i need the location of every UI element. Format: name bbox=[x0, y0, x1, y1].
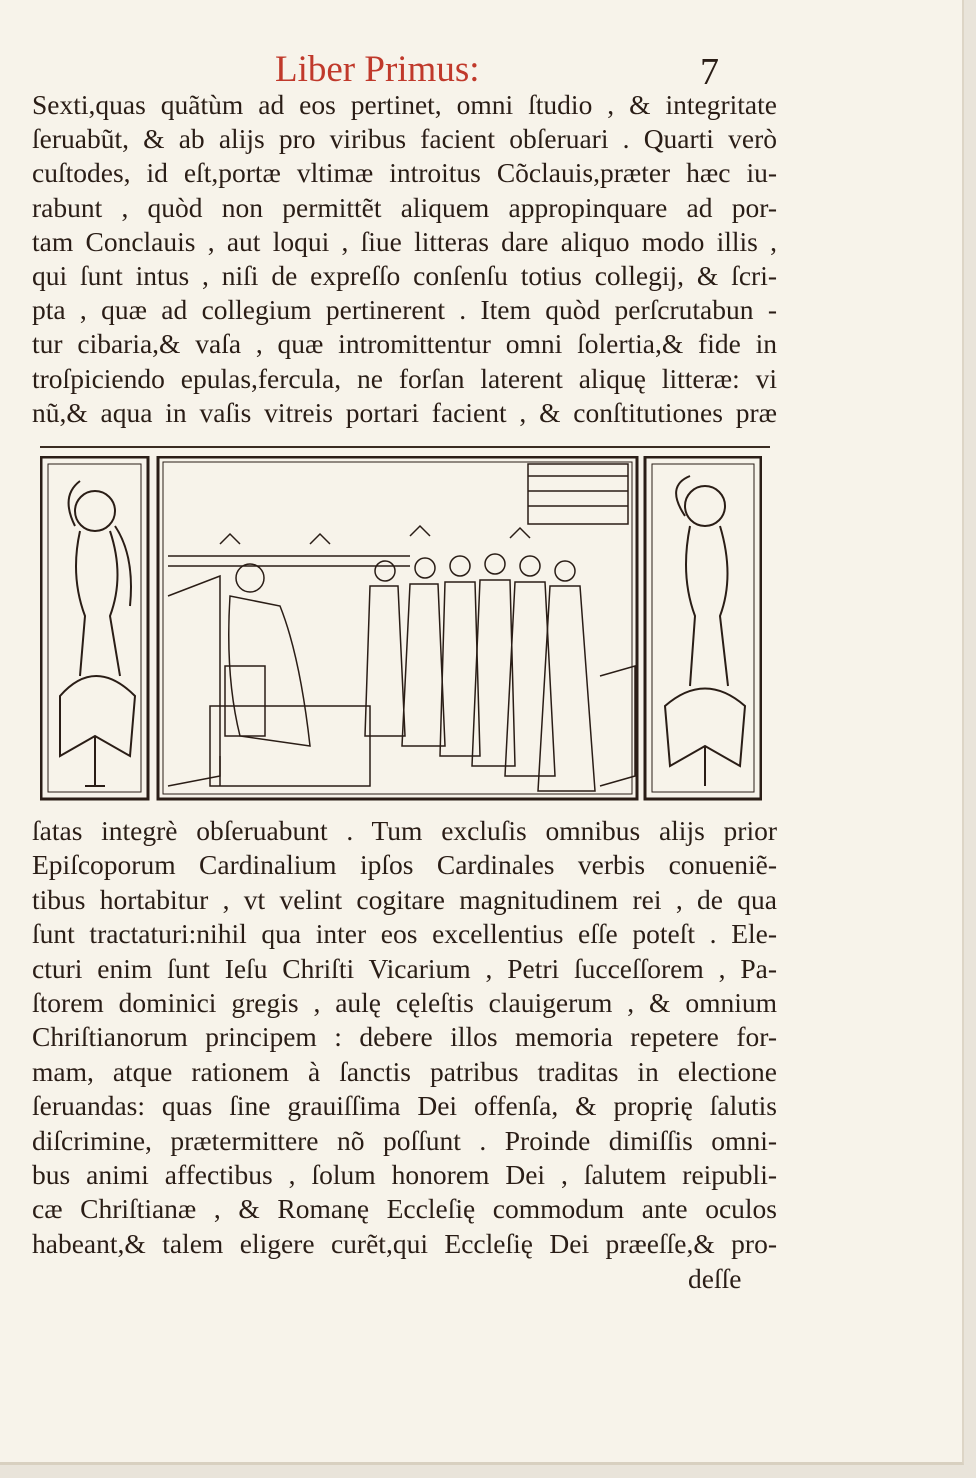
catchword: deſſe bbox=[688, 1263, 742, 1294]
text-line: ſeruandas: quas ſine grauiſſima Dei offenſa, & proprię ſalutis bbox=[32, 1090, 777, 1122]
text-line: Epiſcoporum Cardinalium ipſos Cardinales verbis conueniẽ- bbox=[32, 849, 777, 881]
text-line: pta , quæ ad collegium pertinerent . Item quòd perſcrutabun - bbox=[32, 294, 777, 326]
page-number: 7 bbox=[700, 51, 719, 93]
text-line: rabunt , quòd non permittẽt aliquem appropinquare ad por- bbox=[32, 191, 777, 223]
putto-figure-right bbox=[665, 476, 745, 786]
text-line: tur cibaria,& vaſa , quæ intromittentur omni ſolertia,& fide in bbox=[32, 328, 777, 360]
text-line: tam Conclauis , aut loqui , ſiue litteras dare aliquo modo illis , bbox=[32, 225, 777, 257]
text-line: ſtorem dominici gregis , aulę cęleſtis clauigerum , & omnium bbox=[32, 987, 777, 1018]
text-line: ſeruabũt, & ab alijs pro viribus facient obſeruari . Quarti verò bbox=[32, 123, 777, 155]
text-line: nũ,& aqua in vaſis vitreis portari facient , & conſtitutiones præ bbox=[32, 396, 777, 428]
text-line: qui ſunt intus , niſi de expreſſo conſenſu totius collegij, & ſcri- bbox=[32, 260, 777, 291]
text-line: ſunt tractaturi:nihil qua inter eos excellentius eſſe poteſt . Ele- bbox=[32, 918, 777, 950]
center-panel-frame bbox=[158, 457, 637, 799]
text-line: bus animi affectibus , ſolum honorem Dei , ſalutem reipubli- bbox=[32, 1159, 777, 1190]
text-line: troſpiciendo epulas,fercula, ne forſan laterent aliquę litteræ: vi bbox=[32, 362, 777, 394]
text-line: mam, atque rationem à ſanctis patribus traditas in electione bbox=[32, 1055, 777, 1087]
text-line: habeant,& talem eligere curẽt,qui Eccleſię Dei præeſſe,& pro- bbox=[32, 1227, 777, 1259]
text-line: cturi enim ſunt Ieſu Chriſti Vicarium , Petri ſucceſſorem , Pa- bbox=[32, 952, 777, 984]
text-line: cæ Chriſtianæ , & Romanę Eccleſię commodum ante oculos bbox=[32, 1193, 777, 1225]
text-line: Sexti,quas quãtùm ad eos pertinet, omni ſtudio , & integritate bbox=[32, 89, 777, 120]
woodcut-illustration bbox=[40, 456, 762, 802]
running-head: Liber Primus: bbox=[275, 49, 480, 90]
text-line: Chriſtianorum principem : debere illos memoria repetere for- bbox=[32, 1021, 777, 1053]
putto-figure-left bbox=[60, 481, 135, 786]
text-line: tibus hortabitur , vt velint cogitare magnitudinem rei , de qua bbox=[32, 883, 777, 915]
text-line: ſatas integrè obſeruabunt . Tum excluſis omnibus alijs prior bbox=[32, 815, 777, 846]
conclave-scene bbox=[168, 464, 635, 791]
text-line: cuſtodes, id eſt,portæ vltimæ introitus Cõclauis,præter hæc iu- bbox=[32, 157, 777, 189]
divider-rule bbox=[40, 446, 770, 448]
text-line: diſcrimine, prætermittere nõ poſſunt . Proinde dimiſſis omni- bbox=[32, 1124, 777, 1156]
